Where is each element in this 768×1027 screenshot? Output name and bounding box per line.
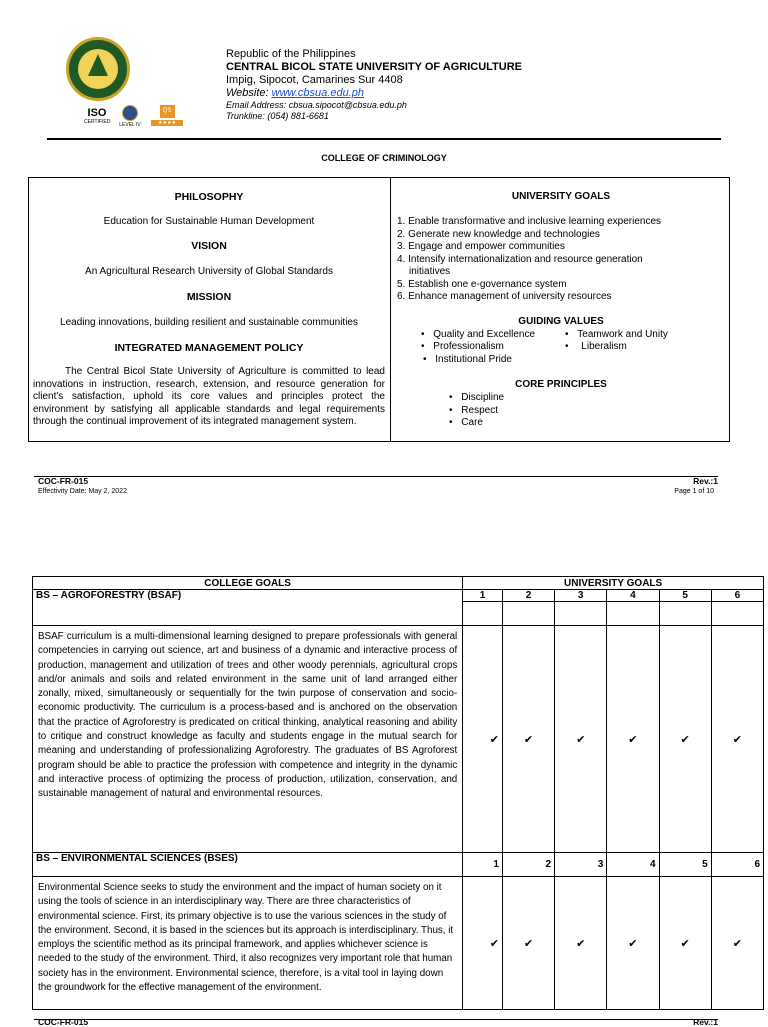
mission-heading: MISSION — [186, 291, 232, 303]
footer-rule — [34, 1019, 718, 1020]
website-line: Website: www.cbsua.edu.ph — [226, 87, 364, 99]
table-row — [33, 626, 764, 853]
goal-number: 3 — [555, 853, 607, 877]
value-item: Institutional Pride — [435, 354, 512, 365]
university-seal-logo — [66, 37, 130, 101]
value-item: Liberalism — [581, 341, 627, 352]
mission-text: Leading innovations, building resilient and sustainable communities — [60, 317, 358, 328]
check-mark: ✔ — [502, 626, 554, 853]
republic-line: Republic of the Philippines — [226, 48, 356, 60]
philosophy-goals-box: PHILOSOPHY Education for Sustainable Human Development VISION An Agricultural Research University of Global Standards MISSION Leading innovations, building resilient and sustainable communities INTEGRATED MANAGEMENT POLICY The Central Bicol State University of Agriculture is committed to lead innovations in instruction, research, extension, and resource generation for client's satisfaction, uphold its core values and principles protect the environment by satisfying all applicable standards and legal requirements through the continual improvement of its integrated management system. UNIVERSITY GOALS 1. Enable transformative and inclusive learning experiences 2. Generate new knowledge and technologies 3. Engage and empower communities 4. Intensify internationalization and resource generation initiatives 5. Establish one e-governance system 6. Enhance management of university resources GUIDING VALUES • Quality and Excellence • Teamwork and Unity • Professionalism • Liberalism • Institutional Pride CORE PRINCIPLES • Discipline • Respect • Care — [28, 177, 730, 442]
value-item: Professionalism — [433, 341, 504, 352]
check-mark: ✔ — [502, 877, 554, 1010]
check-mark: ✔ — [711, 877, 763, 1010]
goal-item-continued: initiatives — [409, 266, 451, 277]
goal-number: 1 — [463, 590, 503, 602]
table-row — [33, 590, 764, 602]
check-mark: ✔ — [555, 877, 607, 1010]
revision: Rev.:1 — [693, 1017, 718, 1027]
goal-number: 4 — [607, 590, 659, 602]
iso-certified-badge: ISO CERTIFIED — [84, 107, 111, 125]
goal-item: 5. Establish one e-governance system — [397, 278, 567, 290]
university-address: Impig, Sipocot, Camarines Sur 4408 — [226, 74, 403, 86]
university-goals-heading: UNIVERSITY GOALS — [511, 191, 611, 202]
website-link[interactable]: www.cbsua.edu.ph — [271, 87, 364, 99]
vision-text: An Agricultural Research University of Global Standards — [85, 266, 333, 277]
value-item: Quality and Excellence — [433, 329, 536, 340]
principle-item: Care — [461, 417, 483, 429]
core-principles-heading: CORE PRINCIPLES — [515, 379, 607, 390]
check-mark: ✔ — [607, 877, 659, 1010]
goal-number: 3 — [555, 590, 607, 602]
imp-text: The Central Bicol State University of Agriculture is committed to lead innovations in instruction, research, extension, and resource generation for client's satisfaction, uphold its core values and principles protect the environment by satisfying all applicable standards and legal requirements through the continual improvement of its integrated management system. — [33, 366, 385, 428]
principle-item: Discipline — [461, 392, 505, 403]
goal-number: 1 — [463, 853, 503, 877]
revision: Rev.:1 — [693, 476, 718, 486]
vision-heading: VISION — [191, 240, 227, 252]
goal-number: 2 — [502, 590, 554, 602]
form-code: COC-FR-015 — [38, 1017, 89, 1027]
philosophy-text: Education for Sustainable Human Development — [103, 216, 315, 227]
core-principles-list: • Discipline • Respect • Care — [449, 392, 505, 429]
goal-number: 5 — [659, 853, 711, 877]
email-line: Email Address: cbsua.sipocot@cbsua.edu.ph — [226, 100, 407, 110]
goal-item: 3. Engage and empower communities — [397, 241, 565, 252]
check-mark: ✔ — [607, 626, 659, 853]
value-item: Teamwork and Unity — [577, 329, 668, 340]
check-mark: ✔ — [555, 626, 607, 853]
footer-rule — [34, 476, 718, 477]
imp-heading: INTEGRATED MANAGEMENT POLICY — [114, 342, 304, 354]
form-code: COC-FR-015 — [38, 476, 89, 486]
level-iv-badge: LEVEL IV — [115, 105, 145, 128]
philosophy-heading: PHILOSOPHY — [174, 191, 244, 203]
table-row — [33, 853, 764, 877]
program-description: Environmental Science seeks to study the environment and the impact of human society on it using the tools of science in an interdisciplinary way. There are three characteristics of environmental science. First, its primary objective is to use the various sciences in the study of the environment. Second, it is based in the sciences but its approach is interdisciplinary. Thus, it employs the scientific method as its principal framework, and applies whichever science is needed to the study of the environment. Third, it also recognizes very important role that human society has in the environment. Environmental science, therefore, is a vital tool in laying down the groundwork for the effective management of the environment. — [33, 877, 463, 1010]
goal-number: 4 — [607, 853, 659, 877]
goal-number: 6 — [711, 853, 763, 877]
check-mark: ✔ — [463, 877, 503, 1010]
table-row — [33, 877, 764, 1010]
check-mark: ✔ — [463, 626, 503, 853]
goal-item: 1. Enable transformative and inclusive learning experiences — [397, 216, 662, 227]
college-goals-table — [32, 576, 764, 1010]
effectivity-date: Effectivity Date: May 2, 2022 — [38, 488, 127, 495]
university-goals-list — [397, 216, 725, 304]
college-goals-header: COLLEGE GOALS — [33, 577, 463, 590]
qs-stars-badge: QS ★★★★ — [151, 105, 183, 126]
goal-item: 2. Generate new knowledge and technologies — [397, 228, 600, 240]
goal-item: 4. Intensify internationalization and resource generation — [397, 253, 643, 265]
table-header-row — [33, 577, 764, 590]
goal-number: 6 — [711, 590, 763, 602]
letterhead — [226, 48, 522, 122]
program-description: BSAF curriculum is a multi-dimensional learning designed to prepare professionals with general competencies in carrying out science, art and business of a dynamic and interactive process of production, management and utilization of trees and other woody perennials, agricultural crops and/or animals and soils and related environment in the same unit of land arranged either zonally, mixed, simultaneously or sequentially for the twin purpose of conservation and socio-economic productivity. The curriculum is a process-based and is anchored on the observation that the practice of Agroforestry is predicated on critical thinking, analytical reasoning and ability to critique and construct knowledge as faculty and students engage in the mutual search for meaning and understanding of professionalizing Agroforestry. The graduates of BS Agroforest program should be able to practice the profession with competence and integrity in the dynamic and interactive process of optimizing the process of production, utilization, conservation, and sustainable management of natural and environmental resources. — [33, 626, 463, 853]
goal-number: 5 — [659, 590, 711, 602]
check-mark: ✔ — [711, 626, 763, 853]
trunkline: Trunkline: (054) 881-6681 — [226, 111, 329, 121]
college-title: COLLEGE OF CRIMINOLOGY — [321, 153, 447, 163]
principle-item: Respect — [461, 404, 498, 416]
page-number: Page 1 of 10 — [674, 488, 714, 495]
guiding-values-heading: GUIDING VALUES — [518, 316, 604, 327]
university-goals-header: UNIVERSITY GOALS — [463, 577, 764, 590]
header-rule — [47, 138, 721, 140]
check-mark: ✔ — [659, 626, 711, 853]
goal-item: 6. Enhance management of university resources — [397, 291, 612, 302]
check-mark: ✔ — [659, 877, 711, 1010]
program-title: BS – AGROFORESTRY (BSAF) — [33, 590, 463, 626]
program-title: BS – ENVIRONMENTAL SCIENCES (BSES) — [33, 853, 463, 877]
university-name: CENTRAL BICOL STATE UNIVERSITY OF AGRICULTURE — [226, 61, 522, 73]
goal-number: 2 — [502, 853, 554, 877]
